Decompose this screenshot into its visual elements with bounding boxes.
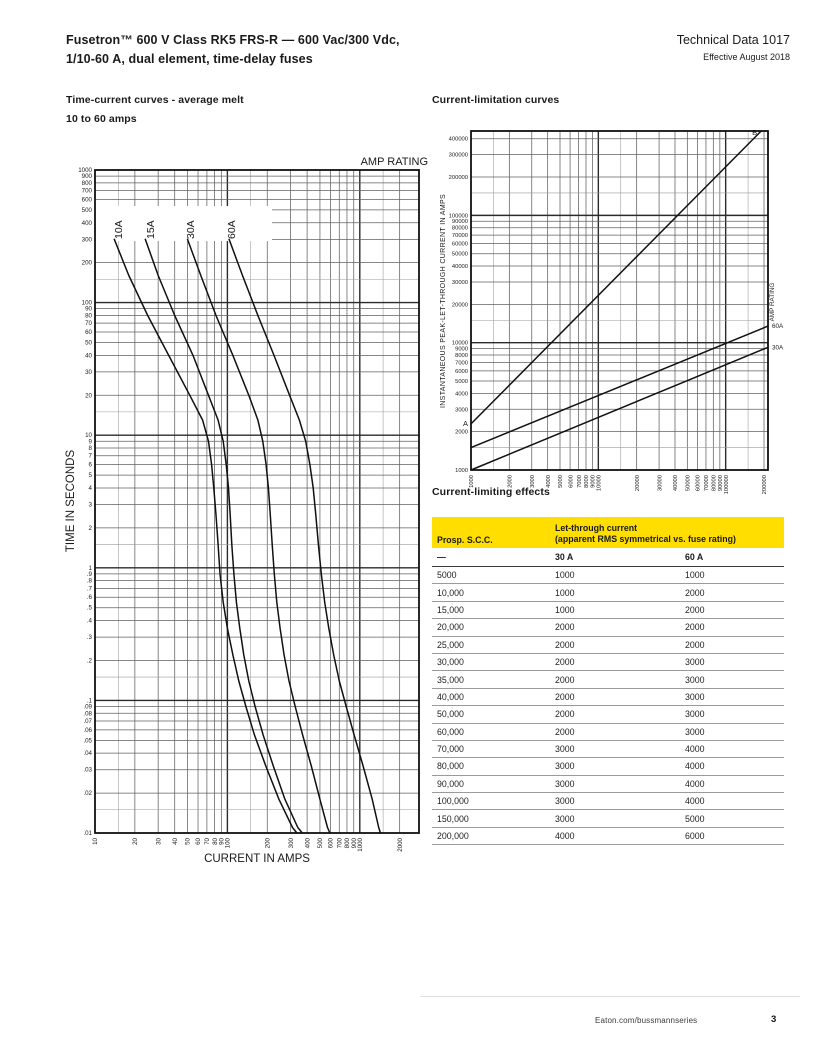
cell-30a: 2000 bbox=[555, 622, 575, 633]
y-tick-label: 1000 bbox=[78, 167, 92, 174]
y-tick-label: 70 bbox=[85, 320, 92, 328]
table-row bbox=[432, 584, 784, 601]
y-tick-label: .07 bbox=[83, 717, 92, 725]
x-tick-label: 90 bbox=[218, 838, 226, 845]
series-label-15a: 15A bbox=[145, 220, 157, 239]
cell-60a: 2000 bbox=[685, 587, 705, 598]
y-tick-label: 800 bbox=[81, 179, 92, 187]
cell-30a: 2000 bbox=[555, 691, 575, 702]
x-tick-label: 4000 bbox=[545, 475, 552, 488]
y-tick-label: 90000 bbox=[451, 219, 468, 226]
line-label-60a: 60A bbox=[772, 323, 784, 331]
y-tick-label: .9 bbox=[86, 570, 92, 578]
x-tick-label: 80 bbox=[211, 838, 219, 845]
x-tick-label: 600 bbox=[327, 838, 335, 849]
cell-30a: 3000 bbox=[555, 778, 575, 789]
y-tick-label: 40 bbox=[85, 352, 92, 360]
x-tick-label: 30000 bbox=[657, 475, 664, 492]
table-row bbox=[432, 619, 784, 636]
cell-30a: 2000 bbox=[555, 709, 575, 720]
cell-60a: 4000 bbox=[685, 744, 705, 755]
x-tick-label: 9000 bbox=[590, 475, 597, 488]
x-tick-label: 900 bbox=[350, 838, 358, 849]
curve-30a bbox=[471, 347, 768, 470]
y-tick-label: .06 bbox=[83, 726, 92, 734]
y-tick-label: .1 bbox=[86, 697, 92, 705]
time-current-heading: Time-current curves - average melt bbox=[66, 94, 244, 106]
y-tick-label: 5000 bbox=[455, 379, 468, 386]
cell-60a: 5000 bbox=[685, 813, 705, 824]
y-tick-label: 6000 bbox=[455, 368, 468, 375]
y-tick-label: .6 bbox=[86, 594, 92, 602]
x-tick-label: 50000 bbox=[685, 475, 692, 492]
x-tick-label: 6000 bbox=[568, 475, 575, 488]
y-tick-label: 400 bbox=[81, 219, 92, 227]
cell-30a: 3000 bbox=[555, 813, 575, 824]
cell-30a: 3000 bbox=[555, 744, 575, 755]
subheader-cell: 60 A bbox=[685, 552, 704, 562]
y-tick-label: 8000 bbox=[455, 353, 468, 360]
x-tick-label: 200000 bbox=[762, 475, 769, 495]
y-tick-label: 4 bbox=[88, 484, 92, 492]
effective-date: Effective August 2018 bbox=[703, 52, 790, 62]
y-axis-label: TIME IN SECONDS bbox=[65, 449, 77, 553]
cell-prosp-scc: 30,000 bbox=[437, 657, 464, 668]
cell-prosp-scc: 35,000 bbox=[437, 674, 464, 685]
y-tick-label: .01 bbox=[83, 830, 92, 837]
x-tick-label: 90000 bbox=[718, 475, 725, 492]
cell-60a: 4000 bbox=[685, 778, 705, 789]
x-tick-label: 60 bbox=[195, 838, 203, 845]
header-let-through-line1: Let-through current bbox=[555, 523, 638, 534]
y-tick-label: 200000 bbox=[448, 175, 468, 182]
cell-prosp-scc: 40,000 bbox=[437, 691, 464, 702]
y-tick-label: 100 bbox=[81, 299, 92, 307]
y-tick-label: .5 bbox=[86, 604, 92, 612]
cell-30a: 1000 bbox=[555, 587, 575, 598]
curve-a-b bbox=[471, 131, 761, 424]
cell-prosp-scc: 100,000 bbox=[437, 796, 469, 807]
cell-60a: 2000 bbox=[685, 639, 705, 650]
current-limitation-heading: Current-limitation curves bbox=[432, 94, 560, 106]
curve-10a bbox=[114, 239, 297, 833]
cell-30a: 2000 bbox=[555, 639, 575, 650]
cell-60a: 3000 bbox=[685, 726, 705, 737]
current-limiting-table bbox=[432, 517, 784, 845]
cell-30a: 2000 bbox=[555, 674, 575, 685]
y-axis-label: INSTANTANEOUS PEAK-LET-THROUGH CURRENT IN AMPS bbox=[440, 193, 447, 409]
cell-prosp-scc: 200,000 bbox=[437, 831, 469, 842]
y-tick-label: 100000 bbox=[448, 213, 468, 220]
cell-prosp-scc: 20,000 bbox=[437, 622, 464, 633]
cell-60a: 1000 bbox=[685, 570, 705, 581]
x-tick-label: 7000 bbox=[576, 475, 583, 488]
table-subheader bbox=[432, 548, 784, 567]
amp-rating-side-label: AMP RATING bbox=[769, 282, 776, 322]
cell-60a: 4000 bbox=[685, 761, 705, 772]
y-tick-label: 50 bbox=[85, 339, 92, 347]
cell-prosp-scc: 80,000 bbox=[437, 761, 464, 772]
y-tick-label: 8 bbox=[88, 445, 92, 453]
header-prosp-scc: Prosp. S.C.C. bbox=[437, 535, 493, 545]
y-tick-label: 2000 bbox=[455, 429, 468, 436]
series-label-30a: 30A bbox=[185, 220, 197, 239]
amp-rating-label: AMP RATING bbox=[360, 156, 428, 168]
cell-30a: 2000 bbox=[555, 657, 575, 668]
subheader-cell: 30 A bbox=[555, 552, 574, 562]
table-row bbox=[432, 654, 784, 671]
cell-60a: 2000 bbox=[685, 604, 705, 615]
table-row bbox=[432, 602, 784, 619]
endpoint-label-b: B bbox=[752, 128, 758, 137]
x-tick-label: 70000 bbox=[704, 475, 711, 492]
curve-15a bbox=[145, 239, 302, 833]
cell-30a: 3000 bbox=[555, 796, 575, 807]
cell-60a: 3000 bbox=[685, 691, 705, 702]
y-tick-label: 200 bbox=[81, 259, 92, 267]
y-tick-label: 4000 bbox=[455, 391, 468, 398]
table-row bbox=[432, 758, 784, 775]
cell-30a: 4000 bbox=[555, 831, 575, 842]
x-tick-label: 40 bbox=[171, 838, 179, 845]
series-label-10a: 10A bbox=[113, 220, 125, 239]
series-label-60a: 60A bbox=[226, 220, 238, 239]
y-tick-label: 30 bbox=[85, 368, 92, 376]
table-row bbox=[432, 689, 784, 706]
y-tick-label: .7 bbox=[86, 585, 92, 593]
document-title-line2: 1/10-60 A, dual element, time-delay fuses bbox=[66, 52, 313, 66]
header-let-through-line2: (apparent RMS symmetrical vs. fuse rating) bbox=[555, 534, 736, 545]
x-tick-label: 20 bbox=[132, 838, 140, 845]
page-number: 3 bbox=[771, 1014, 777, 1025]
y-tick-label: 9 bbox=[88, 438, 92, 446]
x-tick-label: 1000 bbox=[469, 475, 476, 488]
x-tick-label: 2000 bbox=[396, 838, 404, 852]
x-tick-label: 100 bbox=[224, 838, 232, 849]
y-tick-label: .2 bbox=[86, 657, 92, 665]
cell-prosp-scc: 25,000 bbox=[437, 639, 464, 650]
cell-30a: 2000 bbox=[555, 726, 575, 737]
cell-prosp-scc: 70,000 bbox=[437, 744, 464, 755]
x-tick-label: 60000 bbox=[695, 475, 702, 492]
y-tick-label: 30000 bbox=[451, 279, 468, 286]
cell-prosp-scc: 90,000 bbox=[437, 778, 464, 789]
table-body bbox=[432, 567, 784, 845]
y-tick-label: .05 bbox=[83, 737, 92, 745]
y-tick-label: 7 bbox=[88, 452, 92, 460]
y-tick-label: 80 bbox=[85, 312, 92, 320]
y-tick-label: 80000 bbox=[451, 225, 468, 232]
y-tick-label: .03 bbox=[83, 766, 92, 774]
x-tick-label: 3000 bbox=[529, 475, 536, 488]
y-tick-label: 1 bbox=[88, 564, 92, 572]
cell-60a: 3000 bbox=[685, 709, 705, 720]
document-meta bbox=[677, 33, 790, 62]
cell-60a: 2000 bbox=[685, 622, 705, 633]
y-tick-label: 40000 bbox=[451, 264, 468, 271]
cell-60a: 3000 bbox=[685, 674, 705, 685]
y-tick-label: 1000 bbox=[455, 468, 468, 474]
x-tick-label: 20000 bbox=[634, 475, 641, 492]
x-tick-label: 1000 bbox=[356, 838, 364, 852]
amp-range-heading: 10 to 60 amps bbox=[66, 113, 137, 125]
y-tick-label: .08 bbox=[83, 710, 92, 718]
document-title bbox=[66, 31, 400, 69]
cell-prosp-scc: 50,000 bbox=[437, 709, 464, 720]
cell-prosp-scc: 150,000 bbox=[437, 813, 469, 824]
line-label-30a: 30A bbox=[772, 344, 784, 352]
y-tick-label: 3 bbox=[88, 501, 92, 509]
x-tick-label: 8000 bbox=[584, 475, 591, 488]
current-limiting-effects-heading: Current-limiting effects bbox=[432, 486, 550, 498]
x-tick-label: 700 bbox=[336, 838, 344, 849]
y-tick-label: 2 bbox=[88, 524, 92, 532]
table-row bbox=[432, 741, 784, 758]
x-tick-label: 70 bbox=[204, 838, 212, 845]
x-tick-label: 50 bbox=[184, 838, 192, 845]
cell-prosp-scc: 10,000 bbox=[437, 587, 464, 598]
x-tick-label: 100000 bbox=[723, 475, 730, 495]
table-row bbox=[432, 810, 784, 827]
y-tick-label: 50000 bbox=[451, 251, 468, 258]
y-tick-label: 60000 bbox=[451, 241, 468, 248]
x-tick-label: 5000 bbox=[558, 475, 565, 488]
x-tick-label: 2000 bbox=[507, 475, 514, 488]
y-tick-label: 9000 bbox=[455, 346, 468, 353]
cell-60a: 3000 bbox=[685, 657, 705, 668]
x-tick-label: 30 bbox=[155, 838, 163, 845]
y-tick-label: 10 bbox=[85, 432, 92, 440]
cell-prosp-scc: 5000 bbox=[437, 570, 457, 581]
time-current-chart bbox=[55, 140, 447, 888]
x-tick-label: 300 bbox=[287, 838, 295, 849]
header-let-through bbox=[555, 523, 784, 548]
technical-data-number: Technical Data 1017 bbox=[676, 33, 790, 47]
x-tick-label: 800 bbox=[344, 838, 352, 849]
subheader-cell: — bbox=[437, 552, 446, 562]
document-title-line1: Fusetron™ 600 V Class RK5 FRS-R — 600 Vac/300 Vdc, bbox=[66, 33, 400, 47]
table-row bbox=[432, 793, 784, 810]
x-axis-label: CURRENT IN AMPS bbox=[204, 853, 310, 865]
table-row bbox=[432, 671, 784, 688]
cell-30a: 1000 bbox=[555, 570, 575, 581]
y-tick-label: 70000 bbox=[451, 233, 468, 240]
y-tick-label: 3000 bbox=[455, 407, 468, 414]
y-tick-label: 700 bbox=[81, 187, 92, 195]
y-tick-label: 400000 bbox=[448, 136, 468, 143]
current-limitation-chart bbox=[425, 105, 816, 497]
y-tick-label: 6 bbox=[88, 461, 92, 469]
cell-30a: 1000 bbox=[555, 604, 575, 615]
table-row bbox=[432, 637, 784, 654]
y-tick-label: 20 bbox=[85, 392, 92, 400]
x-tick-label: 500 bbox=[317, 838, 325, 849]
cell-30a: 3000 bbox=[555, 761, 575, 772]
y-tick-label: 5 bbox=[88, 472, 92, 480]
y-tick-label: 90 bbox=[85, 305, 92, 313]
y-tick-label: 7000 bbox=[455, 360, 468, 367]
cell-60a: 4000 bbox=[685, 796, 705, 807]
curve-60a bbox=[471, 326, 768, 448]
y-tick-label: 60 bbox=[85, 329, 92, 337]
curve-30a bbox=[188, 239, 330, 833]
x-tick-label: 200 bbox=[264, 838, 272, 849]
y-tick-label: 300000 bbox=[448, 152, 468, 159]
y-tick-label: 20000 bbox=[451, 302, 468, 309]
table-row bbox=[432, 706, 784, 723]
table-header bbox=[432, 517, 784, 548]
footer-rule bbox=[420, 996, 800, 997]
y-tick-label: 500 bbox=[81, 206, 92, 214]
x-tick-label: 10 bbox=[92, 838, 100, 845]
cell-prosp-scc: 60,000 bbox=[437, 726, 464, 737]
y-tick-label: .04 bbox=[83, 750, 92, 758]
table-row bbox=[432, 776, 784, 793]
y-tick-label: .4 bbox=[86, 617, 92, 625]
table-row bbox=[432, 828, 784, 845]
x-tick-label: 80000 bbox=[711, 475, 718, 492]
y-tick-label: 600 bbox=[81, 196, 92, 204]
cell-60a: 6000 bbox=[685, 831, 705, 842]
x-tick-label: 10000 bbox=[596, 475, 603, 492]
y-tick-label: 900 bbox=[81, 173, 92, 181]
x-tick-label: 40000 bbox=[673, 475, 680, 492]
y-tick-label: .02 bbox=[83, 790, 92, 798]
endpoint-label-a: A bbox=[462, 418, 468, 428]
y-tick-label: 10000 bbox=[451, 340, 468, 347]
footer-url: Eaton.com/bussmannseries bbox=[595, 1016, 698, 1025]
table-row bbox=[432, 567, 784, 584]
x-tick-label: 400 bbox=[304, 838, 312, 849]
y-tick-label: .8 bbox=[86, 577, 92, 585]
y-tick-label: .09 bbox=[83, 703, 92, 711]
y-tick-label: .3 bbox=[86, 634, 92, 642]
y-tick-label: 300 bbox=[81, 236, 92, 244]
cell-prosp-scc: 15,000 bbox=[437, 604, 464, 615]
table-row bbox=[432, 724, 784, 741]
